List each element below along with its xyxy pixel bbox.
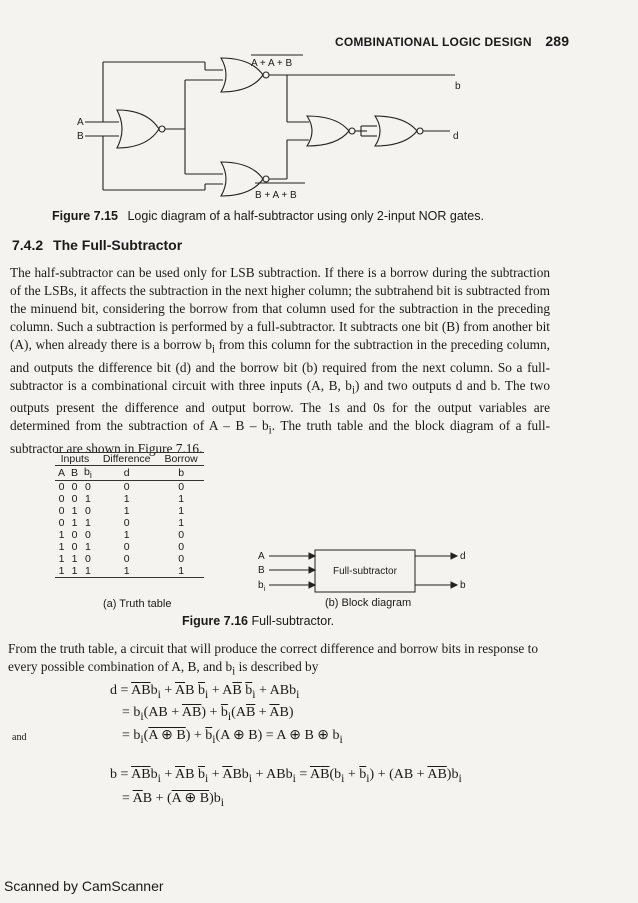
block-input-bi: $b_i$ <box>258 580 266 593</box>
para1-text-1: The half-subtractor can be used only for LSB subtraction. If there is a borrow during the subtraction of the LSBs, it affects the subtraction in the next higher column; the subtrahend bit is subtracted from the minuend bit, considering the borrow from that column used for the subtraction in the preceding column. Such a subtraction is performed by a full-subtractor. It subtracts one bit (B) from another bit (A), when already there is a borrow b <box>10 265 550 352</box>
table-cell: 1 <box>81 565 95 578</box>
table-cell: 0 <box>58 493 65 506</box>
half-subtractor-nor-diagram <box>55 50 475 205</box>
table-cell: 1 <box>71 517 78 530</box>
scanner-watermark: Scanned by CamScanner <box>4 878 164 894</box>
table-cell: 1 <box>58 529 65 542</box>
table-cell: 0 <box>71 529 78 542</box>
running-title: COMBINATIONAL LOGIC DESIGN <box>335 35 532 49</box>
block-input-a: A <box>258 551 265 562</box>
col-a: A <box>55 466 68 481</box>
label-bottom-expression: B + A + B <box>255 190 297 201</box>
para2-text-1: From the truth table, a circuit that will produce the correct difference and borrow bits in response to every possible combination of A, B, and b <box>8 641 538 674</box>
table-cell: 0 <box>58 517 65 530</box>
col-b: B <box>68 466 81 481</box>
table-cell: 0 <box>178 541 185 554</box>
equation-d-3: = $b_i(A$ ⊕ $B) + \overline{b}_i(A$ ⊕ B) = A ⊕ B ⊕ $b_i$ <box>122 728 343 746</box>
table-row <box>55 517 204 529</box>
table-cell: 0 <box>58 481 65 494</box>
table-cell: 1 <box>123 493 130 506</box>
table-cell: 0 <box>123 517 130 530</box>
table-row <box>55 505 204 517</box>
full-subtractor-block-diagram <box>255 545 485 600</box>
table-cell: 0 <box>178 553 185 566</box>
table-row <box>55 541 204 553</box>
figure-16-number: Figure 7.16 <box>182 614 248 628</box>
block-output-b: b <box>460 580 466 591</box>
para1-text-2: from this column for the subtraction in the preceding column, and outputs the difference bit (d) and the borrow bit (b) required from the next column. So a full-subtractor is a combinational circuit with three inputs (A, B, b <box>10 337 550 393</box>
table-cell: 0 <box>123 541 130 554</box>
equation-d-2: = $b_i(AB + \overline{A}\overline{B}) + \overline{b}_i(A\overline{B} + \overline{A}B)$ <box>122 705 294 723</box>
para2-text-2: is described by <box>235 659 319 674</box>
para1-sub-2: i <box>351 384 356 397</box>
para1-text-3: ) and two outputs d and b. The two outputs present the difference and output borrow. The 1s and 0s for the output variables are determined from the subtraction of A – B – b <box>10 377 550 434</box>
table-cell: 1 <box>123 529 130 542</box>
table-cell: 1 <box>85 493 91 506</box>
table-cell: 0 <box>178 529 185 542</box>
page-number: 289 <box>545 33 570 49</box>
side-label: and <box>12 732 27 743</box>
table-cell: 0 <box>85 505 91 518</box>
table-cell: 1 <box>68 565 81 578</box>
label-b: B <box>77 131 84 142</box>
block-output-d: d <box>460 551 466 562</box>
nor-gate-1 <box>117 110 159 148</box>
table-cell: 1 <box>71 505 78 518</box>
table-cell: 0 <box>58 505 65 518</box>
table-cell: 0 <box>71 481 78 494</box>
header-inputs: Inputs <box>55 453 95 466</box>
block-input-b: B <box>258 565 265 576</box>
table-cell: 1 <box>159 565 204 578</box>
truth-table <box>55 452 204 578</box>
equation-b-1: $b = \overline{A}\overline{B}b_i + \overline{A}B$ $\overline{b}_i + \overline{A}Bb_i + ABb_i = \overline{A}\overline{B}(b_i + \overline{b}_i) + (AB + \overline{A}\overline{B})b_i$ <box>110 767 462 785</box>
label-top-expression: A + A + B <box>251 58 293 69</box>
equation-d-1: $d = \overline{A}\overline{B}b_i + \overline{A}B$ $\overline{b}_i + A\overline{B}$ $\overline{b}_i + ABb_i$ <box>110 683 300 701</box>
header-borrow: Borrow <box>159 453 204 466</box>
para2-sub: i <box>232 665 236 678</box>
figure-16-text: Full-subtractor. <box>251 614 335 628</box>
table-cell: 1 <box>58 541 65 554</box>
figure-number: Figure 7.15 <box>52 209 118 223</box>
truth-table-caption: (a) Truth table <box>103 598 172 610</box>
table-row <box>55 529 204 541</box>
table-row <box>55 565 204 578</box>
nor-gate-3 <box>307 116 349 146</box>
table-cell: 1 <box>123 505 130 518</box>
label-a: A <box>77 117 84 128</box>
figure-7-16-caption <box>182 614 334 628</box>
table-cell: 0 <box>85 553 91 566</box>
header-difference: Difference <box>95 453 159 466</box>
table-cell: 0 <box>71 541 78 554</box>
table-row <box>55 493 204 505</box>
section-title: The Full-Subtractor <box>53 237 183 253</box>
col-d: d <box>95 466 159 481</box>
paragraph-truth-table-circuit <box>8 640 548 681</box>
table-cell: 1 <box>178 505 185 518</box>
section-number: 7.4.2 <box>12 237 44 253</box>
table-cell: 0 <box>71 493 78 506</box>
col-borrow: b <box>159 466 204 481</box>
table-cell: 0 <box>85 481 91 494</box>
figure-caption-text: Logic diagram of a half-subtractor using only 2-input NOR gates. <box>127 209 484 223</box>
table-cell: 1 <box>85 541 91 554</box>
table-cell: 1 <box>58 553 65 566</box>
table-cell: 1 <box>85 517 91 530</box>
para1-sub-3: i <box>268 424 272 437</box>
table-cell: 1 <box>178 517 185 530</box>
block-diagram-caption: (b) Block diagram <box>325 597 412 609</box>
table-cell: 1 <box>71 553 78 566</box>
nor-gate-4 <box>375 116 417 146</box>
section-heading <box>12 237 182 253</box>
running-header <box>335 33 569 49</box>
table-cell: 1 <box>178 493 185 506</box>
label-output-d: d <box>453 131 459 142</box>
figure-7-15-caption <box>52 209 484 223</box>
table-row <box>55 553 204 565</box>
table-row <box>55 481 204 494</box>
table-cell: 0 <box>85 529 91 542</box>
para1-sub-1: i <box>211 343 216 356</box>
equation-b-2: = $\overline{A}B + (A$ ⊕ $B)b_i$ <box>122 791 224 809</box>
col-bi: $b_i$ <box>81 466 95 481</box>
paragraph-full-subtractor <box>10 264 550 458</box>
block-label: Full-subtractor <box>333 566 397 577</box>
table-cell: 1 <box>95 565 159 578</box>
table-cell: 1 <box>55 565 68 578</box>
para1-text-4: . The truth table and the block diagram of a full-subtractor are shown in Figure 7.16. <box>10 418 550 456</box>
table-cell: 0 <box>123 481 130 494</box>
table-cell: 0 <box>123 553 130 566</box>
table-cell: 0 <box>178 481 185 494</box>
label-output-b: b <box>455 81 461 92</box>
